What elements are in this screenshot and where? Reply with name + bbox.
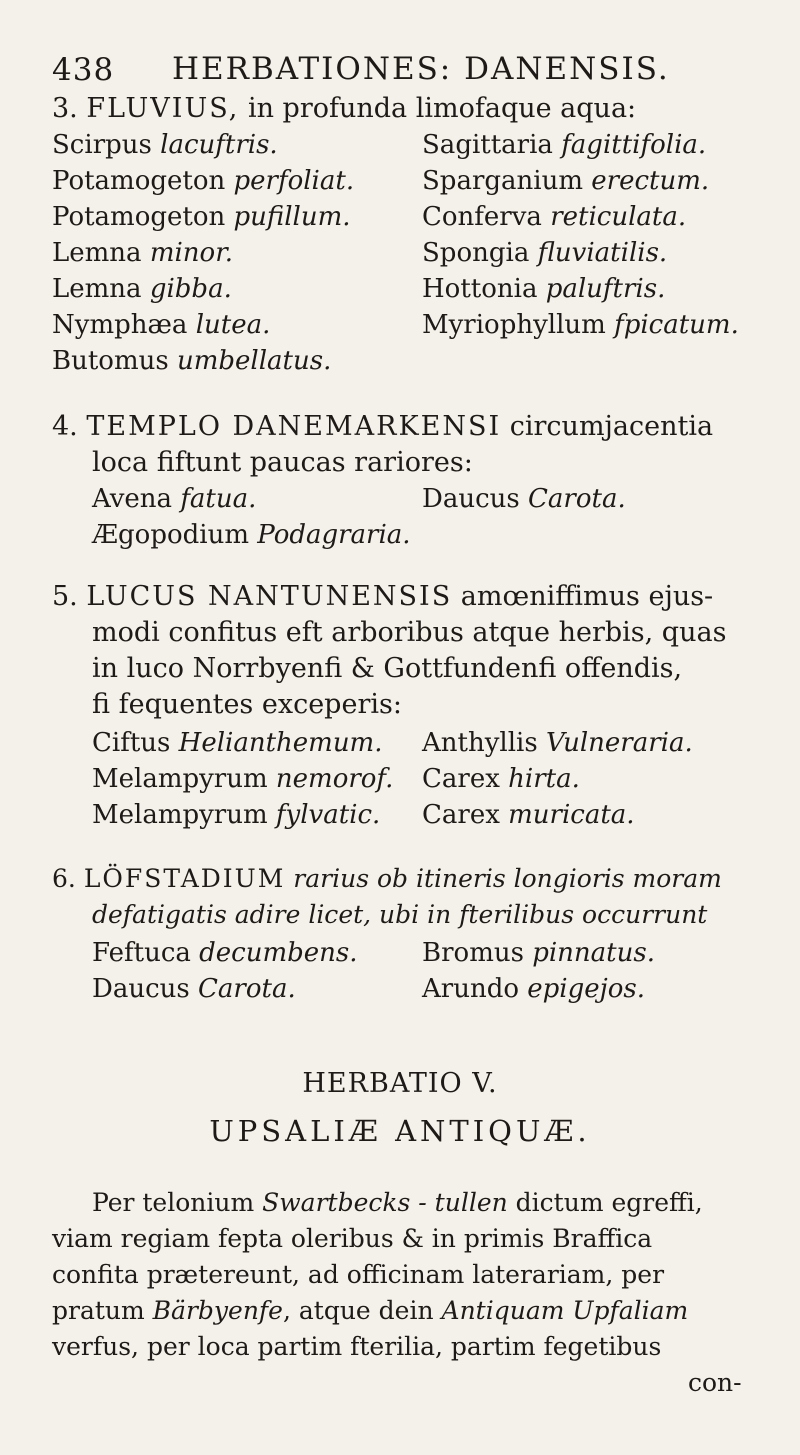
running-title: HERBATIONES: DANENSIS. xyxy=(172,51,670,87)
list-item: Arundo epigejos. xyxy=(422,974,645,1004)
list-item: Lemna minor. xyxy=(52,238,234,268)
list-item: Sagittaria fagittifolia. xyxy=(422,130,707,160)
list-item: Carex hirta. xyxy=(422,764,580,794)
list-item: Ægopodium Podagraria. xyxy=(92,520,411,550)
list-item: Sparganium erectum. xyxy=(422,166,710,196)
list-item: Melampyrum fylvatic. xyxy=(92,800,381,830)
section-5-line: fi fequentes exceperis: xyxy=(92,689,402,720)
section-6-heading: 6. LÖFSTADIUM rarius ob itineris longioris moram xyxy=(52,864,722,893)
list-item: Anthyllis Vulneraria. xyxy=(422,728,693,758)
list-item: Avena fatua. xyxy=(92,484,257,514)
section-5-heading: 5. LUCUS NANTUNENSIS amœniffimus ejus- xyxy=(52,581,714,612)
section-5-line: modi confitus eft arboribus atque herbis, quas xyxy=(92,617,727,648)
herbatio-text-line: Per telonium Swartbecks - tullen dictum egreffi, xyxy=(92,1188,703,1217)
list-item: Butomus umbellatus. xyxy=(52,346,332,376)
list-item: Ciftus Helianthemum. xyxy=(92,728,383,758)
list-item: Nymphæa lutea. xyxy=(52,310,271,340)
list-item: Conferva reticulata. xyxy=(422,202,687,232)
herbatio-subheading: UPSALIÆ ANTIQUÆ. xyxy=(209,1114,591,1148)
section-4-line-2: loca fiftunt paucas rariores: xyxy=(92,447,473,478)
section-6-line-2: defatigatis adire licet, ubi in fterilibus occurrunt xyxy=(92,900,708,929)
herbatio-text-line: confita prætereunt, ad officinam laterariam, per xyxy=(52,1260,665,1289)
section-4-heading: 4. TEMPLO DANEMARKENSI circumjacentia xyxy=(52,411,714,442)
section-5-line: in luco Norrbyenfi & Gottfundenfi offendis, xyxy=(92,653,683,684)
list-item: Spongia fluviatilis. xyxy=(422,238,668,268)
catchword: con- xyxy=(688,1368,742,1397)
list-item: Daucus Carota. xyxy=(422,484,626,514)
section-3-heading: 3. FLUVIUS, in profunda limofaque aqua: xyxy=(52,93,637,124)
list-item: Carex muricata. xyxy=(422,800,635,830)
list-item: Melampyrum nemorof. xyxy=(92,764,394,794)
list-item: Lemna gibba. xyxy=(52,274,232,304)
page-header xyxy=(52,52,742,92)
list-item: Bromus pinnatus. xyxy=(422,938,655,968)
list-item: Potamogeton perfoliat. xyxy=(52,166,355,196)
list-item: Feftuca decumbens. xyxy=(92,938,358,968)
list-item: Daucus Carota. xyxy=(92,974,296,1004)
page-number: 438 xyxy=(52,52,115,88)
herbatio-text-line: pratum Bärbyenfe, atque dein Antiquam Upfaliam xyxy=(52,1296,689,1325)
list-item: Potamogeton pufillum. xyxy=(52,202,351,232)
list-item: Myriophyllum fpicatum. xyxy=(422,310,739,340)
herbatio-text-line: verfus, per loca partim fterilia, partim fegetibus xyxy=(52,1332,662,1361)
list-item: Hottonia paluftris. xyxy=(422,274,666,304)
herbatio-text-line: viam regiam fepta oleribus & in primis Braffica xyxy=(52,1224,653,1253)
herbatio-heading: HERBATIO V. xyxy=(302,1068,498,1099)
list-item: Scirpus lacuftris. xyxy=(52,130,278,160)
